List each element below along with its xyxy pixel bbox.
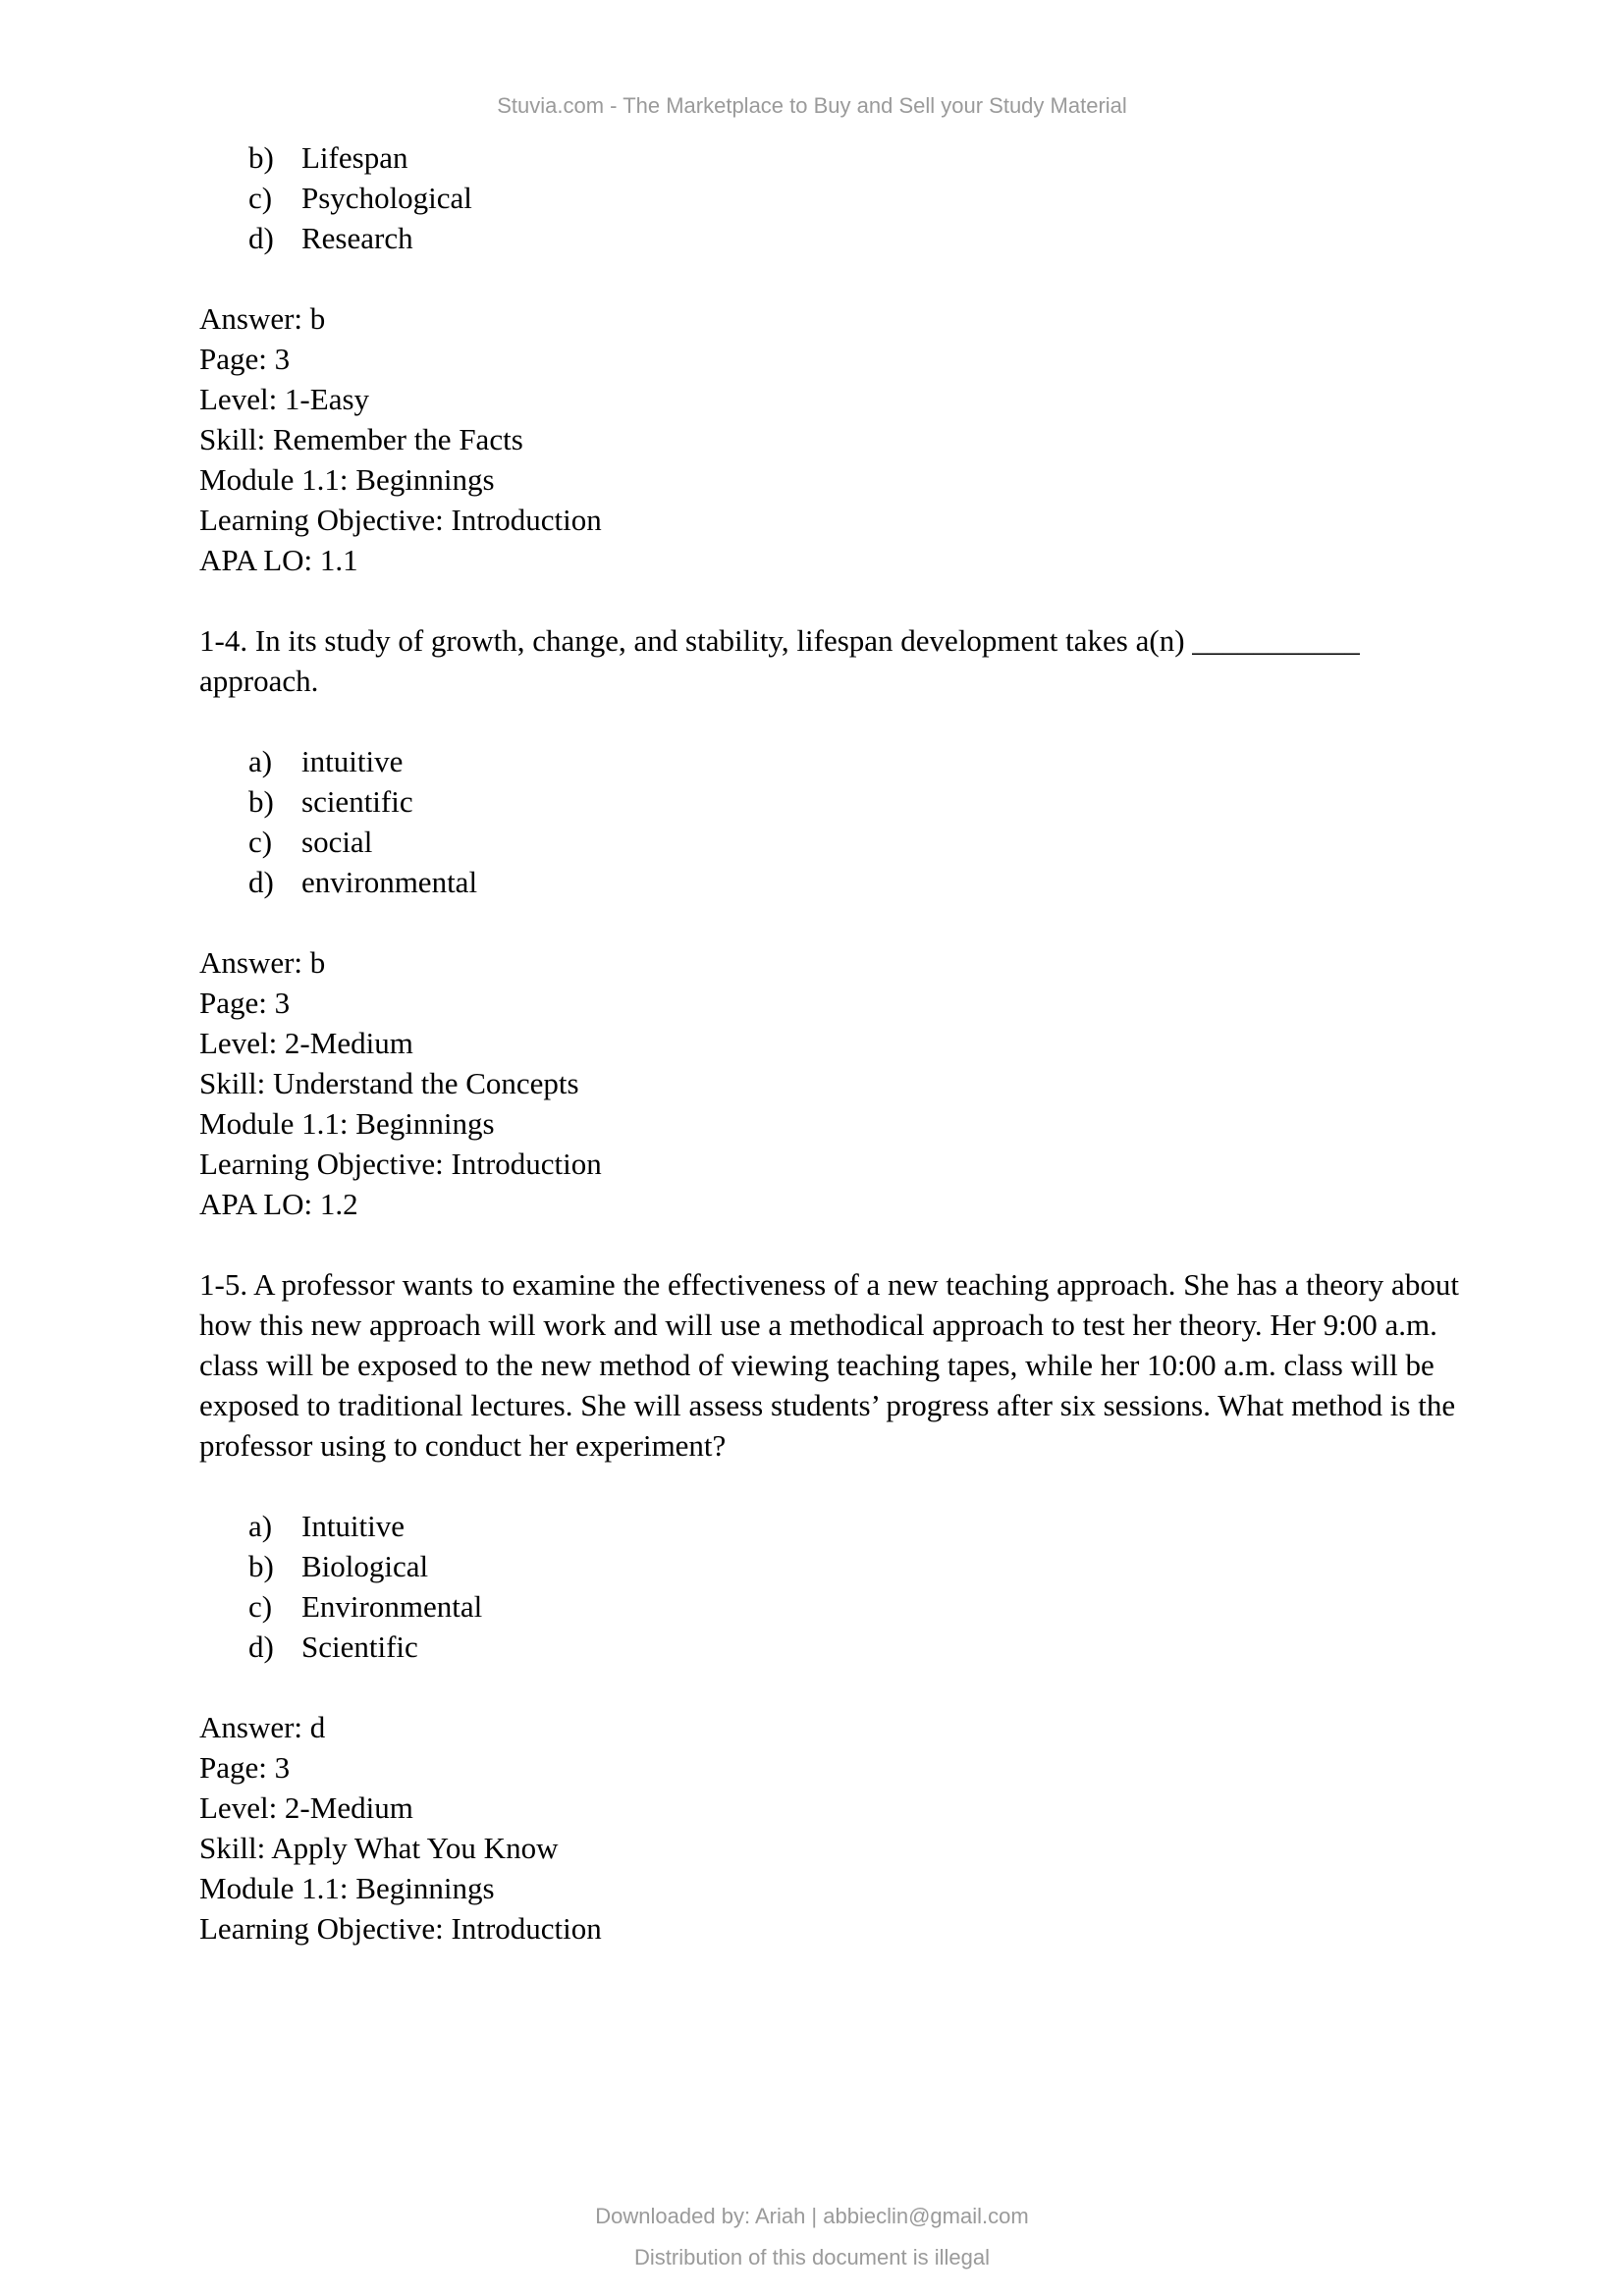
option-text: Biological bbox=[301, 1549, 429, 1583]
meta-line-learning-objective: Learning Objective: Introduction bbox=[199, 1147, 602, 1181]
document-footer bbox=[0, 2196, 1624, 2278]
meta-line-skill: Skill: Understand the Concepts bbox=[199, 1066, 579, 1100]
option-row bbox=[248, 741, 1476, 781]
meta-line-level: Level: 2-Medium bbox=[199, 1790, 413, 1825]
q4-stem: 1-4. In its study of growth, change, and stability, lifespan development takes a(n) ___________ approach. bbox=[199, 623, 1360, 698]
option-letter: b) bbox=[248, 784, 274, 819]
option-row bbox=[248, 781, 1476, 822]
option-text: Lifespan bbox=[301, 140, 408, 175]
meta-line-answer: Answer: b bbox=[199, 301, 326, 336]
option-text: Psychological bbox=[301, 181, 472, 215]
document-content bbox=[199, 137, 1476, 1989]
option-text: intuitive bbox=[301, 744, 404, 778]
q5-stem: 1-5. A professor wants to examine the effectiveness of a new teaching approach. She has a theory about how this new approach will work and will use a methodical approach to test her theory. Her 9:00 a.m. class will be exposed to the new method of viewing teaching tapes, while her 10:00 a.m. class will be exposed to traditional lectures. She will assess students’ progress after six sessions. What method is the professor using to conduct her experiment? bbox=[199, 1267, 1459, 1463]
q5-meta bbox=[199, 1707, 1476, 1949]
meta-line-learning-objective: Learning Objective: Introduction bbox=[199, 1911, 602, 1946]
meta-line-answer: Answer: d bbox=[199, 1710, 326, 1744]
option-letter: c) bbox=[248, 825, 273, 859]
q3-options bbox=[199, 137, 1476, 258]
option-row bbox=[248, 1627, 1476, 1667]
meta-line-level: Level: 1-Easy bbox=[199, 382, 370, 416]
option-text: social bbox=[301, 825, 373, 859]
meta-line-page: Page: 3 bbox=[199, 1750, 291, 1785]
meta-line-page: Page: 3 bbox=[199, 342, 291, 376]
meta-line-apa-lo: APA LO: 1.2 bbox=[199, 1187, 358, 1221]
option-letter: a) bbox=[248, 744, 273, 778]
option-row bbox=[248, 178, 1476, 218]
meta-line-skill: Skill: Apply What You Know bbox=[199, 1831, 559, 1865]
meta-line-learning-objective: Learning Objective: Introduction bbox=[199, 503, 602, 537]
meta-line-answer: Answer: b bbox=[199, 945, 326, 980]
option-letter: d) bbox=[248, 221, 274, 255]
option-text: Research bbox=[301, 221, 413, 255]
option-letter: a) bbox=[248, 1509, 273, 1543]
option-text: Intuitive bbox=[301, 1509, 406, 1543]
option-row bbox=[248, 862, 1476, 902]
option-text: scientific bbox=[301, 784, 413, 819]
option-letter: c) bbox=[248, 1589, 273, 1624]
footer-distribution-notice: Distribution of this document is illegal bbox=[634, 2245, 990, 2269]
option-text: Scientific bbox=[301, 1629, 418, 1664]
option-row bbox=[248, 1586, 1476, 1627]
meta-line-apa-lo: APA LO: 1.1 bbox=[199, 543, 358, 577]
meta-line-module: Module 1.1: Beginnings bbox=[199, 1871, 495, 1905]
meta-line-level: Level: 2-Medium bbox=[199, 1026, 413, 1060]
watermark-header: Stuvia.com - The Marketplace to Buy and Sell your Study Material bbox=[497, 93, 1127, 118]
option-letter: b) bbox=[248, 1549, 274, 1583]
q4-options bbox=[199, 741, 1476, 902]
option-row bbox=[248, 137, 1476, 178]
footer-downloaded-by: Downloaded by: Ariah | abbieclin@gmail.com bbox=[595, 2204, 1029, 2228]
option-row bbox=[248, 1506, 1476, 1546]
option-text: Environmental bbox=[301, 1589, 483, 1624]
option-row bbox=[248, 822, 1476, 862]
option-row bbox=[248, 1546, 1476, 1586]
option-letter: b) bbox=[248, 140, 274, 175]
option-row bbox=[248, 218, 1476, 258]
q5-options bbox=[199, 1506, 1476, 1667]
option-letter: d) bbox=[248, 865, 274, 899]
meta-line-page: Page: 3 bbox=[199, 986, 291, 1020]
option-letter: c) bbox=[248, 181, 273, 215]
meta-line-skill: Skill: Remember the Facts bbox=[199, 422, 523, 456]
option-letter: d) bbox=[248, 1629, 274, 1664]
q4-meta bbox=[199, 942, 1476, 1224]
meta-line-module: Module 1.1: Beginnings bbox=[199, 462, 495, 497]
meta-line-module: Module 1.1: Beginnings bbox=[199, 1106, 495, 1141]
q3-meta bbox=[199, 298, 1476, 580]
option-text: environmental bbox=[301, 865, 478, 899]
